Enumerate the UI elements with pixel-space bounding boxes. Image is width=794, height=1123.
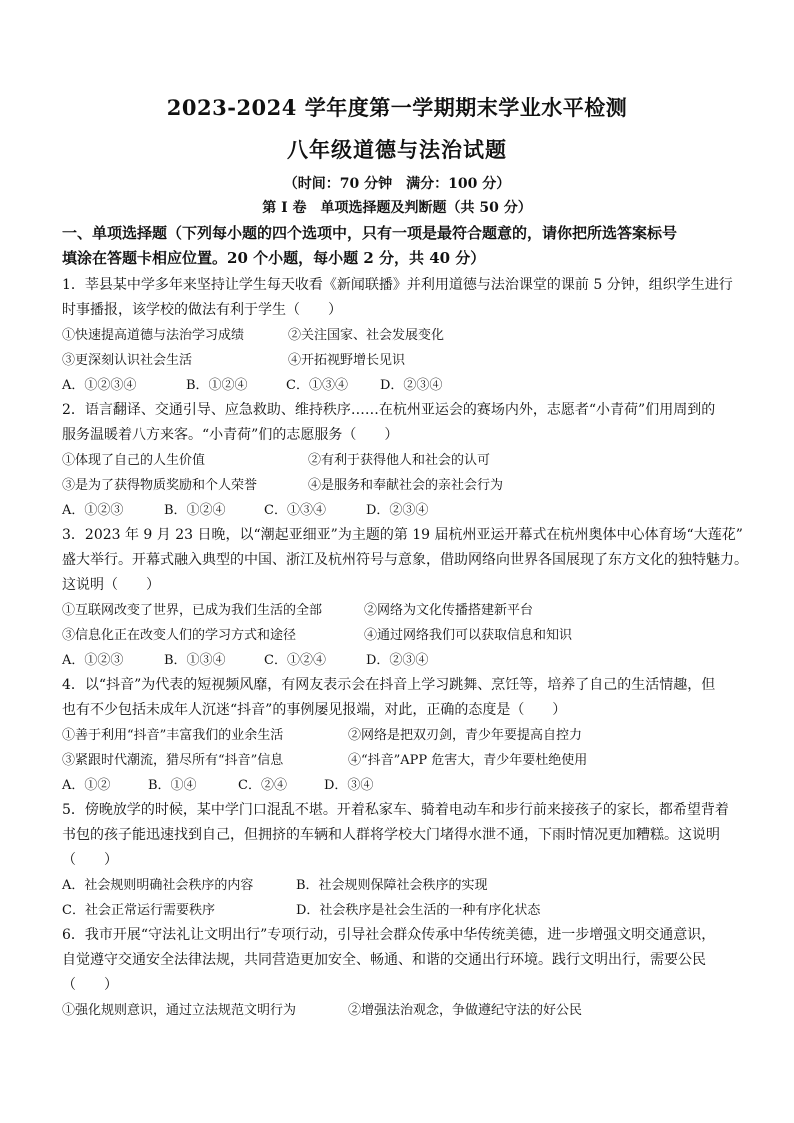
q3-statement-2: ②网络为文化传播搭建新平台 <box>364 603 534 618</box>
q3-option-b: B．①③④ <box>164 653 226 668</box>
q6-stem-3: （ ） <box>62 977 118 993</box>
q5-option-a: A．社会规则明确社会秩序的内容 <box>62 878 254 893</box>
q4-option-c: C．②④ <box>238 778 287 793</box>
q1-statement-2: ②关注国家、社会发展变化 <box>288 328 445 343</box>
q3-option-d: D．②③④ <box>366 653 429 668</box>
instructions-line-1: 一、单项选择题（下列每小题的四个选项中，只有一项是最符合题意的，请你把所选答案标号 <box>62 224 678 242</box>
section-heading: 第 I 卷 单项选择题及判断题（共 50 分） <box>262 200 532 216</box>
q2-option-a: A．①②③ <box>62 503 124 518</box>
q2-statement-1: ①体现了自己的人生价值 <box>62 453 206 468</box>
q1-statement-3: ③更深刻认识社会生活 <box>62 353 193 368</box>
q3-statement-1: ①互联网改变了世界，已成为我们生活的全部 <box>62 603 323 618</box>
time-info: （时间：70 分钟 满分：100 分） <box>283 176 511 192</box>
q3-statement-3: ③信息化正在改变人们的学习方式和途径 <box>62 628 297 643</box>
q6-statement-2: ②增强法治观念，争做遵纪守法的好公民 <box>348 1003 583 1018</box>
q2-option-c: C．①③④ <box>264 503 326 518</box>
q2-statement-4: ④是服务和奉献社会的亲社会行为 <box>308 478 504 493</box>
q1-stem-1: 1．莘县某中学多年来坚持让学生每天收看《新闻联播》并利用道德与法治课堂的课前 5 分钟，组织学生进行 <box>62 277 733 293</box>
q1-option-a: A．①②③④ <box>62 378 137 393</box>
q5-option-b: B．社会规则保障社会秩序的实现 <box>296 878 488 893</box>
q1-option-b: B．①②④ <box>186 378 248 393</box>
q4-stem-2: 也有不少包括未成年人沉迷“抖音”的事例屡见报端，对此，正确的态度是（ ） <box>62 702 567 718</box>
q6-stem-2: 自觉遵守交通安全法律法规，共同营造更加安全、畅通、和谐的交通出行环境。践行文明出行，需要公民 <box>62 952 706 968</box>
q3-option-a: A．①②③ <box>62 653 124 668</box>
q4-option-d: D．③④ <box>324 778 374 793</box>
exam-title: 2023-2024 学年度第一学期期末学业水平检测 <box>166 95 628 120</box>
q3-option-c: C．①②④ <box>264 653 326 668</box>
q1-option-c: C．①③④ <box>286 378 348 393</box>
q2-statement-2: ②有利于获得他人和社会的认可 <box>308 453 491 468</box>
q3-stem-1: 3．2023 年 9 月 23 日晚，以“潮起亚细亚”为主题的第 19 届杭州亚运开幕式在杭州奥体中心体育场“大莲花” <box>62 527 743 543</box>
q5-stem-1: 5．傍晚放学的时候，某中学门口混乱不堪。开着私家车、骑着电动车和步行前来接孩子的家长，都希望背着 <box>62 802 729 818</box>
q6-statement-1: ①强化规则意识，通过立法规范文明行为 <box>62 1003 297 1018</box>
q4-statement-2: ②网络是把双刃剑，青少年要提高自控力 <box>348 728 583 743</box>
q1-stem-2: 时事播报，该学校的做法有利于学生（ ） <box>62 302 342 318</box>
q5-stem-2: 书包的孩子能迅速找到自己，但拥挤的车辆和人群将学校大门堵得水泄不通，下雨时情况更加糟糕。这说明 <box>62 827 720 843</box>
q5-option-c: C．社会正常运行需要秩序 <box>62 903 215 918</box>
q4-statement-3: ③紧跟时代潮流，猎尽所有“抖音”信息 <box>62 753 284 768</box>
q2-stem-2: 服务温暖着八方来客。“小青荷”们的志愿服务（ ） <box>62 427 399 443</box>
q3-statement-4: ④通过网络我们可以获取信息和知识 <box>364 628 573 643</box>
q4-stem-1: 4．以“抖音”为代表的短视频风靡，有网友表示会在抖音上学习跳舞、烹饪等，培养了自己的生活情趣，但 <box>62 677 716 693</box>
instructions-line-2: 填涂在答题卡相应位置。20 个小题，每小题 2 分，共 40 分） <box>62 249 486 267</box>
q4-option-b: B．①④ <box>148 778 197 793</box>
q4-statement-4: ④“抖音”APP 危害大，青少年要杜绝使用 <box>348 753 588 768</box>
q5-stem-3: （ ） <box>62 852 118 868</box>
q3-stem-3: 这说明（ ） <box>62 577 160 593</box>
q1-statement-4: ④开拓视野增长见识 <box>288 353 406 368</box>
exam-subtitle: 八年级道德与法治试题 <box>287 137 507 162</box>
q2-stem-1: 2．语言翻译、交通引导、应急救助、维持秩序……在杭州亚运会的赛场内外，志愿者“小青荷”们用周到的 <box>62 402 716 418</box>
q5-option-d: D．社会秩序是社会生活的一种有序化状态 <box>296 903 541 918</box>
q6-stem-1: 6．我市开展“守法礼让文明出行”专项行动，引导社会群众传承中华传统美德，进一步增强文明交通意识， <box>62 927 716 943</box>
q3-stem-2: 盛大举行。开幕式融入典型的中国、浙江及杭州符号与意象，借助网络向世界各国展现了东方文化的独特魅力。 <box>62 552 748 568</box>
q2-option-b: B．①②④ <box>164 503 226 518</box>
q1-option-d: D．②③④ <box>380 378 443 393</box>
q4-statement-1: ①善于利用“抖音”丰富我们的业余生活 <box>62 728 284 743</box>
q4-option-a: A．①② <box>62 778 111 793</box>
q1-statement-1: ①快速提高道德与法治学习成绩 <box>62 328 245 343</box>
q2-option-d: D．②③④ <box>366 503 429 518</box>
q2-statement-3: ③是为了获得物质奖励和个人荣誉 <box>62 478 258 493</box>
